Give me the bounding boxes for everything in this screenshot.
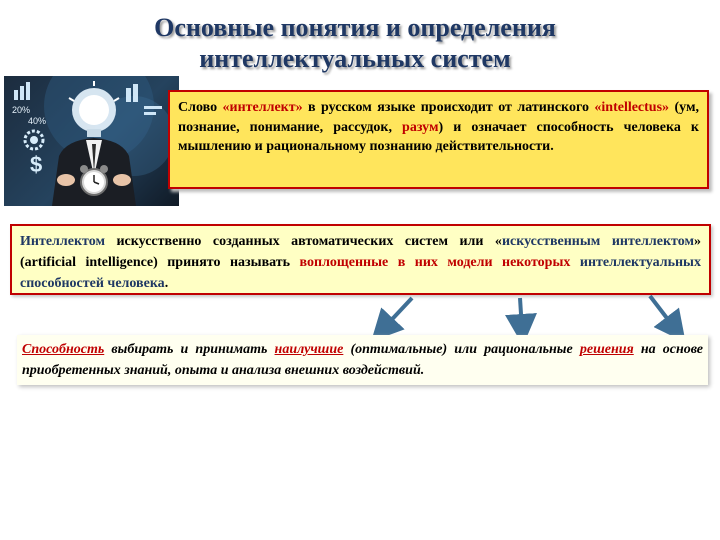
- p2-text-2: » (artificial intelligence) принято называть: [20, 234, 701, 270]
- p2-text-abilities: интеллектуальных способностей человека: [20, 255, 701, 291]
- p1-text-1: Слово: [178, 100, 223, 115]
- p2-text-1: искусственно созданных автоматических систем или «: [105, 234, 502, 249]
- p1-text-3: (ум, познание, понимание, рассудок,: [178, 100, 699, 135]
- p3-text-1: выбирать и принимать: [104, 342, 275, 357]
- p2-text-3: .: [164, 276, 169, 291]
- percent-label-40: 40%: [28, 116, 47, 126]
- p1-term-razum: разум: [402, 119, 439, 135]
- arrow-left: [382, 298, 412, 330]
- p3-term-decisions: решения: [579, 342, 634, 357]
- p1-text-2: в русском языке происходит от латинского: [302, 100, 595, 115]
- arrow-middle: [520, 298, 522, 330]
- p1-term-intellectus: «intellectus»: [594, 100, 670, 115]
- p1-term-intellect: «интеллект»: [222, 100, 303, 115]
- p3-text-2: (оптимальные) или рациональные: [343, 342, 580, 357]
- dollar-icon: $: [30, 152, 43, 177]
- percent-label-20: 20%: [12, 105, 31, 115]
- p2-term-models: воплощенные в них модели некоторых: [299, 255, 571, 270]
- title-line-1: Основные понятия и определения: [154, 13, 556, 42]
- p3-text-3: на основе приобретенных знаний, опыта и анализа внешних воздействий.: [22, 342, 704, 378]
- definition-ability-panel: [17, 335, 708, 385]
- title-line-2: интеллектуальных систем: [199, 44, 511, 73]
- p1-text-4: ) и означает способность человека к мышлению и рациональному познанию действительности.: [178, 119, 699, 154]
- p3-term-best: наилучшие: [274, 342, 344, 357]
- p2-term-ai: искусственным интеллектом: [501, 234, 694, 249]
- p2-term-intellect: Интеллектом: [20, 234, 105, 249]
- p3-term-ability: Способность: [22, 342, 105, 357]
- arrow-right: [650, 296, 676, 330]
